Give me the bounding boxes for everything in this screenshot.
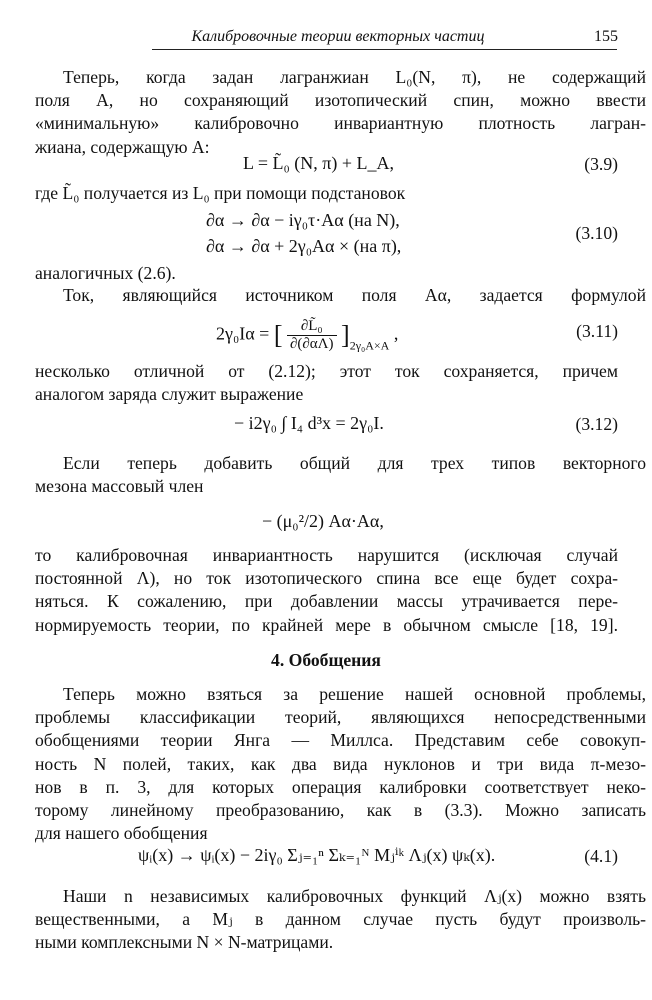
equation-number: (4.1): [584, 846, 618, 866]
text-line: Теперь, когда задан лагранжиан L₀(N, π), не содержащий: [63, 67, 646, 87]
text-line: ность N полей, таких, как два вида нуклонов и три вида π-мезо-: [35, 753, 646, 774]
text-line: проблемы классификации теорий, являющихся непосредственными: [35, 707, 646, 728]
text-line: для нашего обобщения: [35, 823, 208, 844]
paragraph-7: [35, 544, 618, 637]
text-line: то калибровочная инвариантность нарушится (исключая случай: [35, 545, 618, 565]
header-rule: [152, 49, 617, 50]
equation-number: (3.10): [575, 223, 618, 243]
paragraph-2: [35, 182, 618, 205]
equation-3-11: 2γ₀Iα = [ $\frac{\text{∂L̃₀}}{\partial(\partial\alpha\Lambda)}$ ]$_{2\gamma_0A\times A}$ ,: [216, 318, 399, 353]
text-line: аналогом заряда служит выражение: [35, 384, 304, 405]
running-header: [58, 28, 618, 50]
paragraph-1: [35, 66, 646, 159]
text-line: Теперь можно взяться за решение нашей основной проблемы,: [63, 684, 646, 704]
equation-4-1: ψᵢ(x) → ψᵢ(x) − 2iγ₀ Σⱼ₌₁ⁿ Σₖ₌₁ᴺ Mⱼⁱᵏ Λⱼ(x) ψₖ(x).: [138, 845, 496, 865]
text-line: «минимальную» калибровочно инвариантную плотность лагран-: [35, 113, 646, 134]
running-title: Калибровочные теории векторных частиц: [191, 28, 485, 45]
text-line: нов в п. 3, для которых операция калибровки соответствует неко-: [35, 776, 646, 797]
section-heading: 4. Обобщения: [271, 650, 381, 670]
text-line: обобщениями теории Янга — Миллса. Представим себе совокуп-: [35, 730, 646, 751]
text-line: Ток, являющийся источником поля Aα, задается формулой: [63, 285, 646, 305]
equation-number: (3.12): [575, 414, 618, 434]
text-line: вещественными, а Mⱼ в данном случае пусть будут произволь-: [35, 909, 646, 930]
equation-3-10-line-1: ∂α → ∂α − iγ₀τ·Aα (на N),: [206, 210, 400, 230]
equation-3-9: L = L̃₀ (N, π) + L_A,: [243, 153, 394, 173]
text-line: жиана, содержащую A:: [35, 136, 210, 157]
text-line: мезона массовый член: [35, 476, 204, 497]
paragraph-5: [35, 360, 618, 406]
text-line: Если теперь добавить общий для трех типов векторного: [63, 453, 646, 473]
text-line: аналогичных (2.6).: [35, 263, 176, 283]
text-line: поля A, но сохраняющий изотопический спин, можно ввести: [35, 90, 646, 111]
eq-lhs: 2γ₀Iα =: [216, 323, 270, 344]
paragraph-4: [35, 284, 646, 307]
equation-3-10-line-2: ∂α → ∂α + 2γ₀Aα × (на π),: [206, 236, 402, 256]
text-line: Наши n независимых калибровочных функций Λⱼ(x) можно взять: [63, 886, 646, 906]
text-line: няться. К сожалению, при добавлении массы утрачивается пере-: [35, 591, 618, 612]
eq-numerator: ∂L̃₀: [287, 318, 337, 336]
eq-subscript: 2γ₀A×A: [349, 338, 390, 353]
eq-denominator: ∂(∂αΛ): [289, 336, 334, 352]
text-line: несколько отличной от (2.12); этот ток сохраняется, причем: [35, 361, 618, 381]
text-line: нормируемость теории, по крайней мере в обычном смысле [18, 19].: [35, 614, 618, 635]
text-line: торому линейному преобразованию, как в (3.3). Можно записать: [35, 800, 646, 821]
text-line: постоянной Λ), но ток изотопического спина все еще будет сохра-: [35, 568, 618, 589]
paragraph-3: [35, 262, 618, 285]
paragraph-6: [35, 452, 646, 498]
paragraph-9: [35, 885, 646, 955]
text-line: где L̃₀ получается из L₀ при помощи подстановок: [35, 183, 406, 203]
equation-number: (3.11): [576, 321, 618, 341]
equation-number: (3.9): [584, 154, 618, 174]
paragraph-8: [35, 683, 646, 845]
page-number: 155: [594, 28, 618, 45]
equation-3-12: − i2γ₀ ∫ I₄ d³x = 2γ₀I.: [234, 413, 384, 433]
equation-mass-term: − (μ₀²/2) Aα·Aα,: [262, 511, 384, 531]
text-line: ными комплексными N × N-матрицами.: [35, 932, 334, 953]
